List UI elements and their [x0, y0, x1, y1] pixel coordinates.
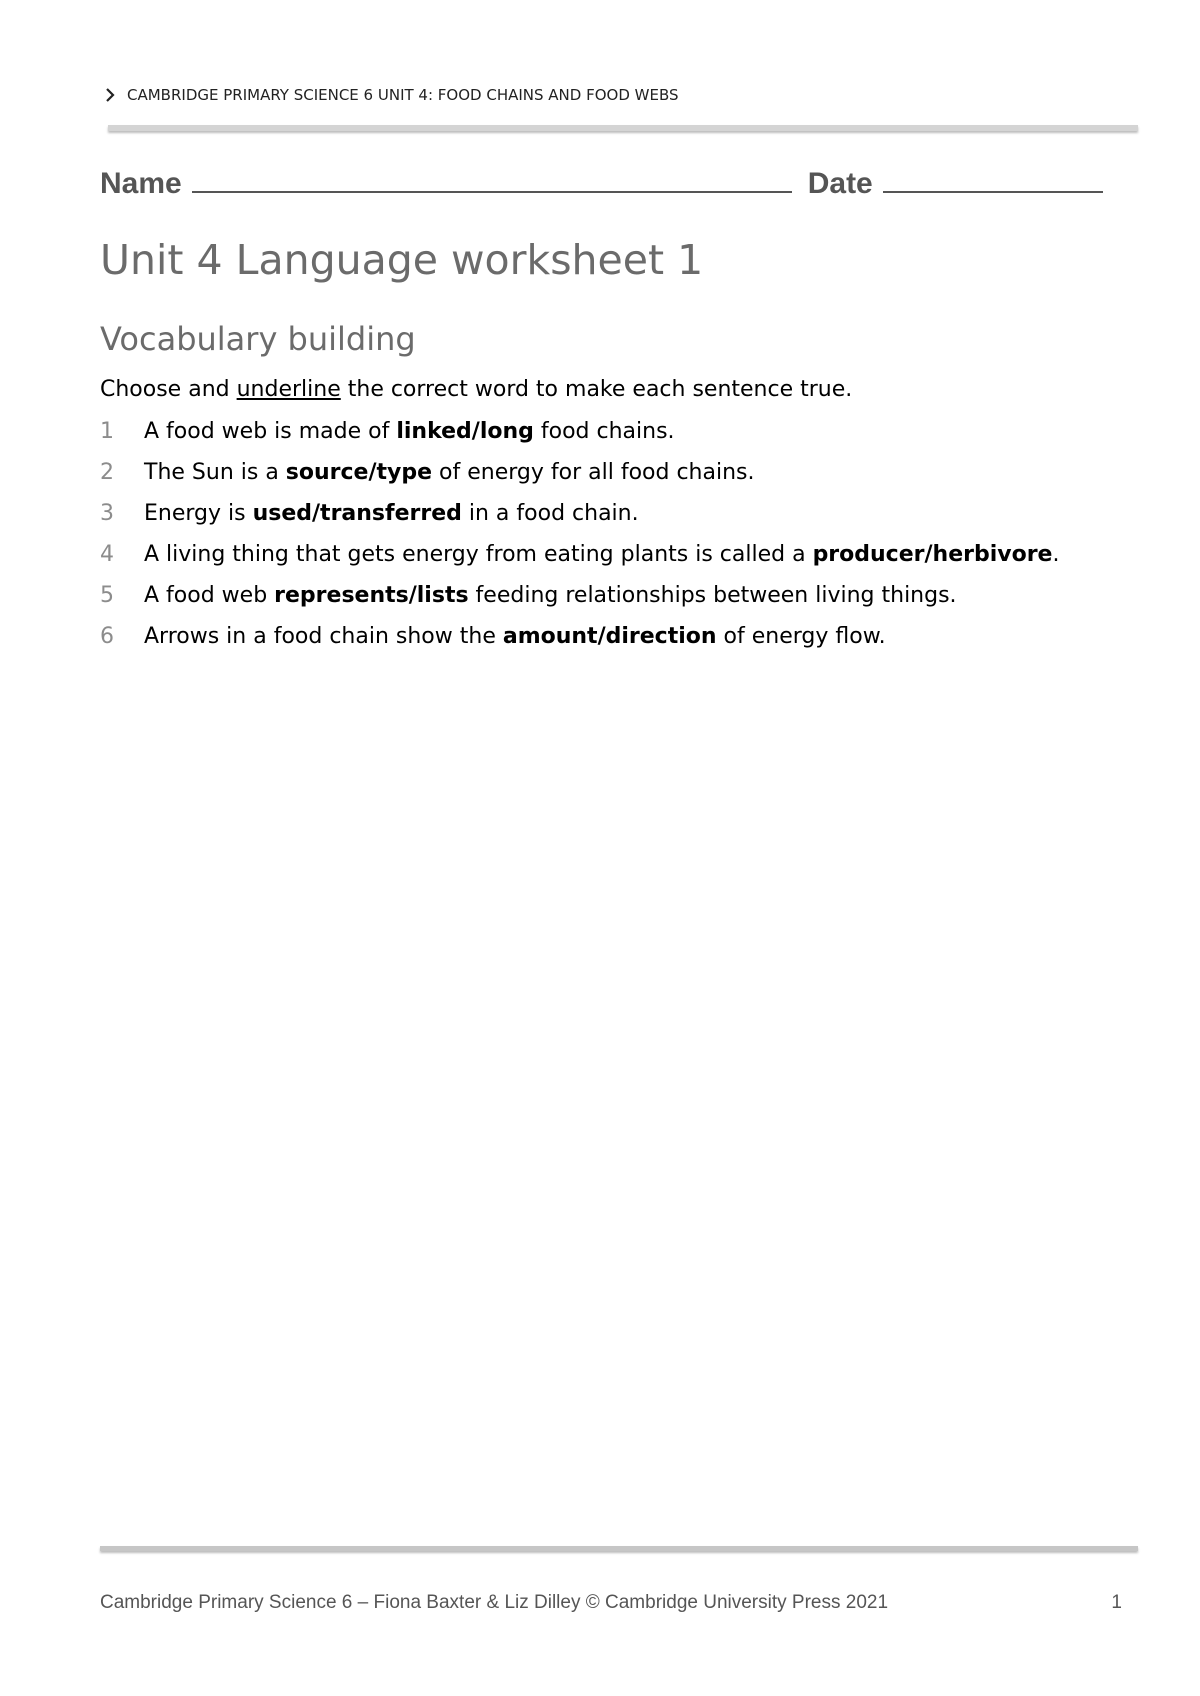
question-text-part: Arrows in a food chain show the	[144, 624, 503, 649]
chevron-right-icon	[105, 88, 115, 102]
answer-options[interactable]: producer/herbivore	[812, 542, 1053, 567]
question-list	[100, 418, 1120, 664]
answer-options[interactable]: linked/long	[396, 419, 534, 444]
question-number: 6	[100, 624, 114, 649]
question-text-part: food chains.	[533, 419, 675, 444]
question-number: 2	[100, 460, 114, 485]
date-label: Date	[807, 167, 873, 200]
running-title: CAMBRIDGE PRIMARY SCIENCE 6 UNIT 4: FOOD CHAINS AND FOOD WEBS	[127, 86, 679, 104]
question-item	[100, 623, 1120, 650]
question-item	[100, 582, 1120, 609]
name-label: Name	[100, 167, 182, 200]
question-text-part: .	[1052, 542, 1060, 567]
name-field[interactable]	[192, 165, 792, 193]
instruction-text	[100, 377, 852, 402]
question-number: 4	[100, 542, 114, 567]
instruction-part: the correct word to make each sentence true.	[340, 377, 853, 402]
answer-options[interactable]: amount/direction	[502, 624, 717, 649]
question-item	[100, 541, 1120, 568]
question-text	[144, 582, 1120, 609]
question-text-part: feeding relationships between living things.	[468, 583, 957, 608]
answer-options[interactable]: represents/lists	[274, 583, 469, 608]
running-header	[105, 86, 679, 104]
footer-credit: Cambridge Primary Science 6 – Fiona Baxter & Liz Dilley © Cambridge University Press 2021	[100, 1592, 889, 1613]
question-item	[100, 418, 1120, 445]
worksheet-title: Unit 4 Language worksheet 1	[100, 236, 704, 284]
name-date-row	[100, 165, 1110, 201]
question-text-part: Energy is	[144, 501, 253, 526]
page-number: 1	[1111, 1592, 1122, 1613]
question-number: 3	[100, 501, 114, 526]
question-text-part: A food web is made of	[144, 419, 397, 444]
footer-divider	[100, 1546, 1138, 1551]
question-text	[144, 623, 1120, 650]
instruction-underlined-word: underline	[236, 377, 341, 402]
question-item	[100, 459, 1120, 486]
question-text-part: of energy for all food chains.	[432, 460, 755, 485]
date-field[interactable]	[883, 165, 1103, 193]
question-text-part: in a food chain.	[461, 501, 639, 526]
answer-options[interactable]: source/type	[285, 460, 433, 485]
question-text	[144, 541, 1120, 568]
instruction-part: Choose and	[100, 377, 237, 402]
question-text-part: A living thing that gets energy from eating plants is called a	[144, 542, 813, 567]
question-text	[144, 500, 1120, 527]
question-number: 5	[100, 583, 114, 608]
answer-options[interactable]: used/transferred	[252, 501, 462, 526]
header-divider	[108, 125, 1138, 131]
question-text	[144, 459, 1120, 486]
question-text-part: A food web	[144, 583, 275, 608]
question-text	[144, 418, 1120, 445]
question-number: 1	[100, 419, 114, 444]
question-item	[100, 500, 1120, 527]
section-heading: Vocabulary building	[100, 320, 416, 358]
question-text-part: of energy flow.	[716, 624, 886, 649]
question-text-part: The Sun is a	[144, 460, 286, 485]
